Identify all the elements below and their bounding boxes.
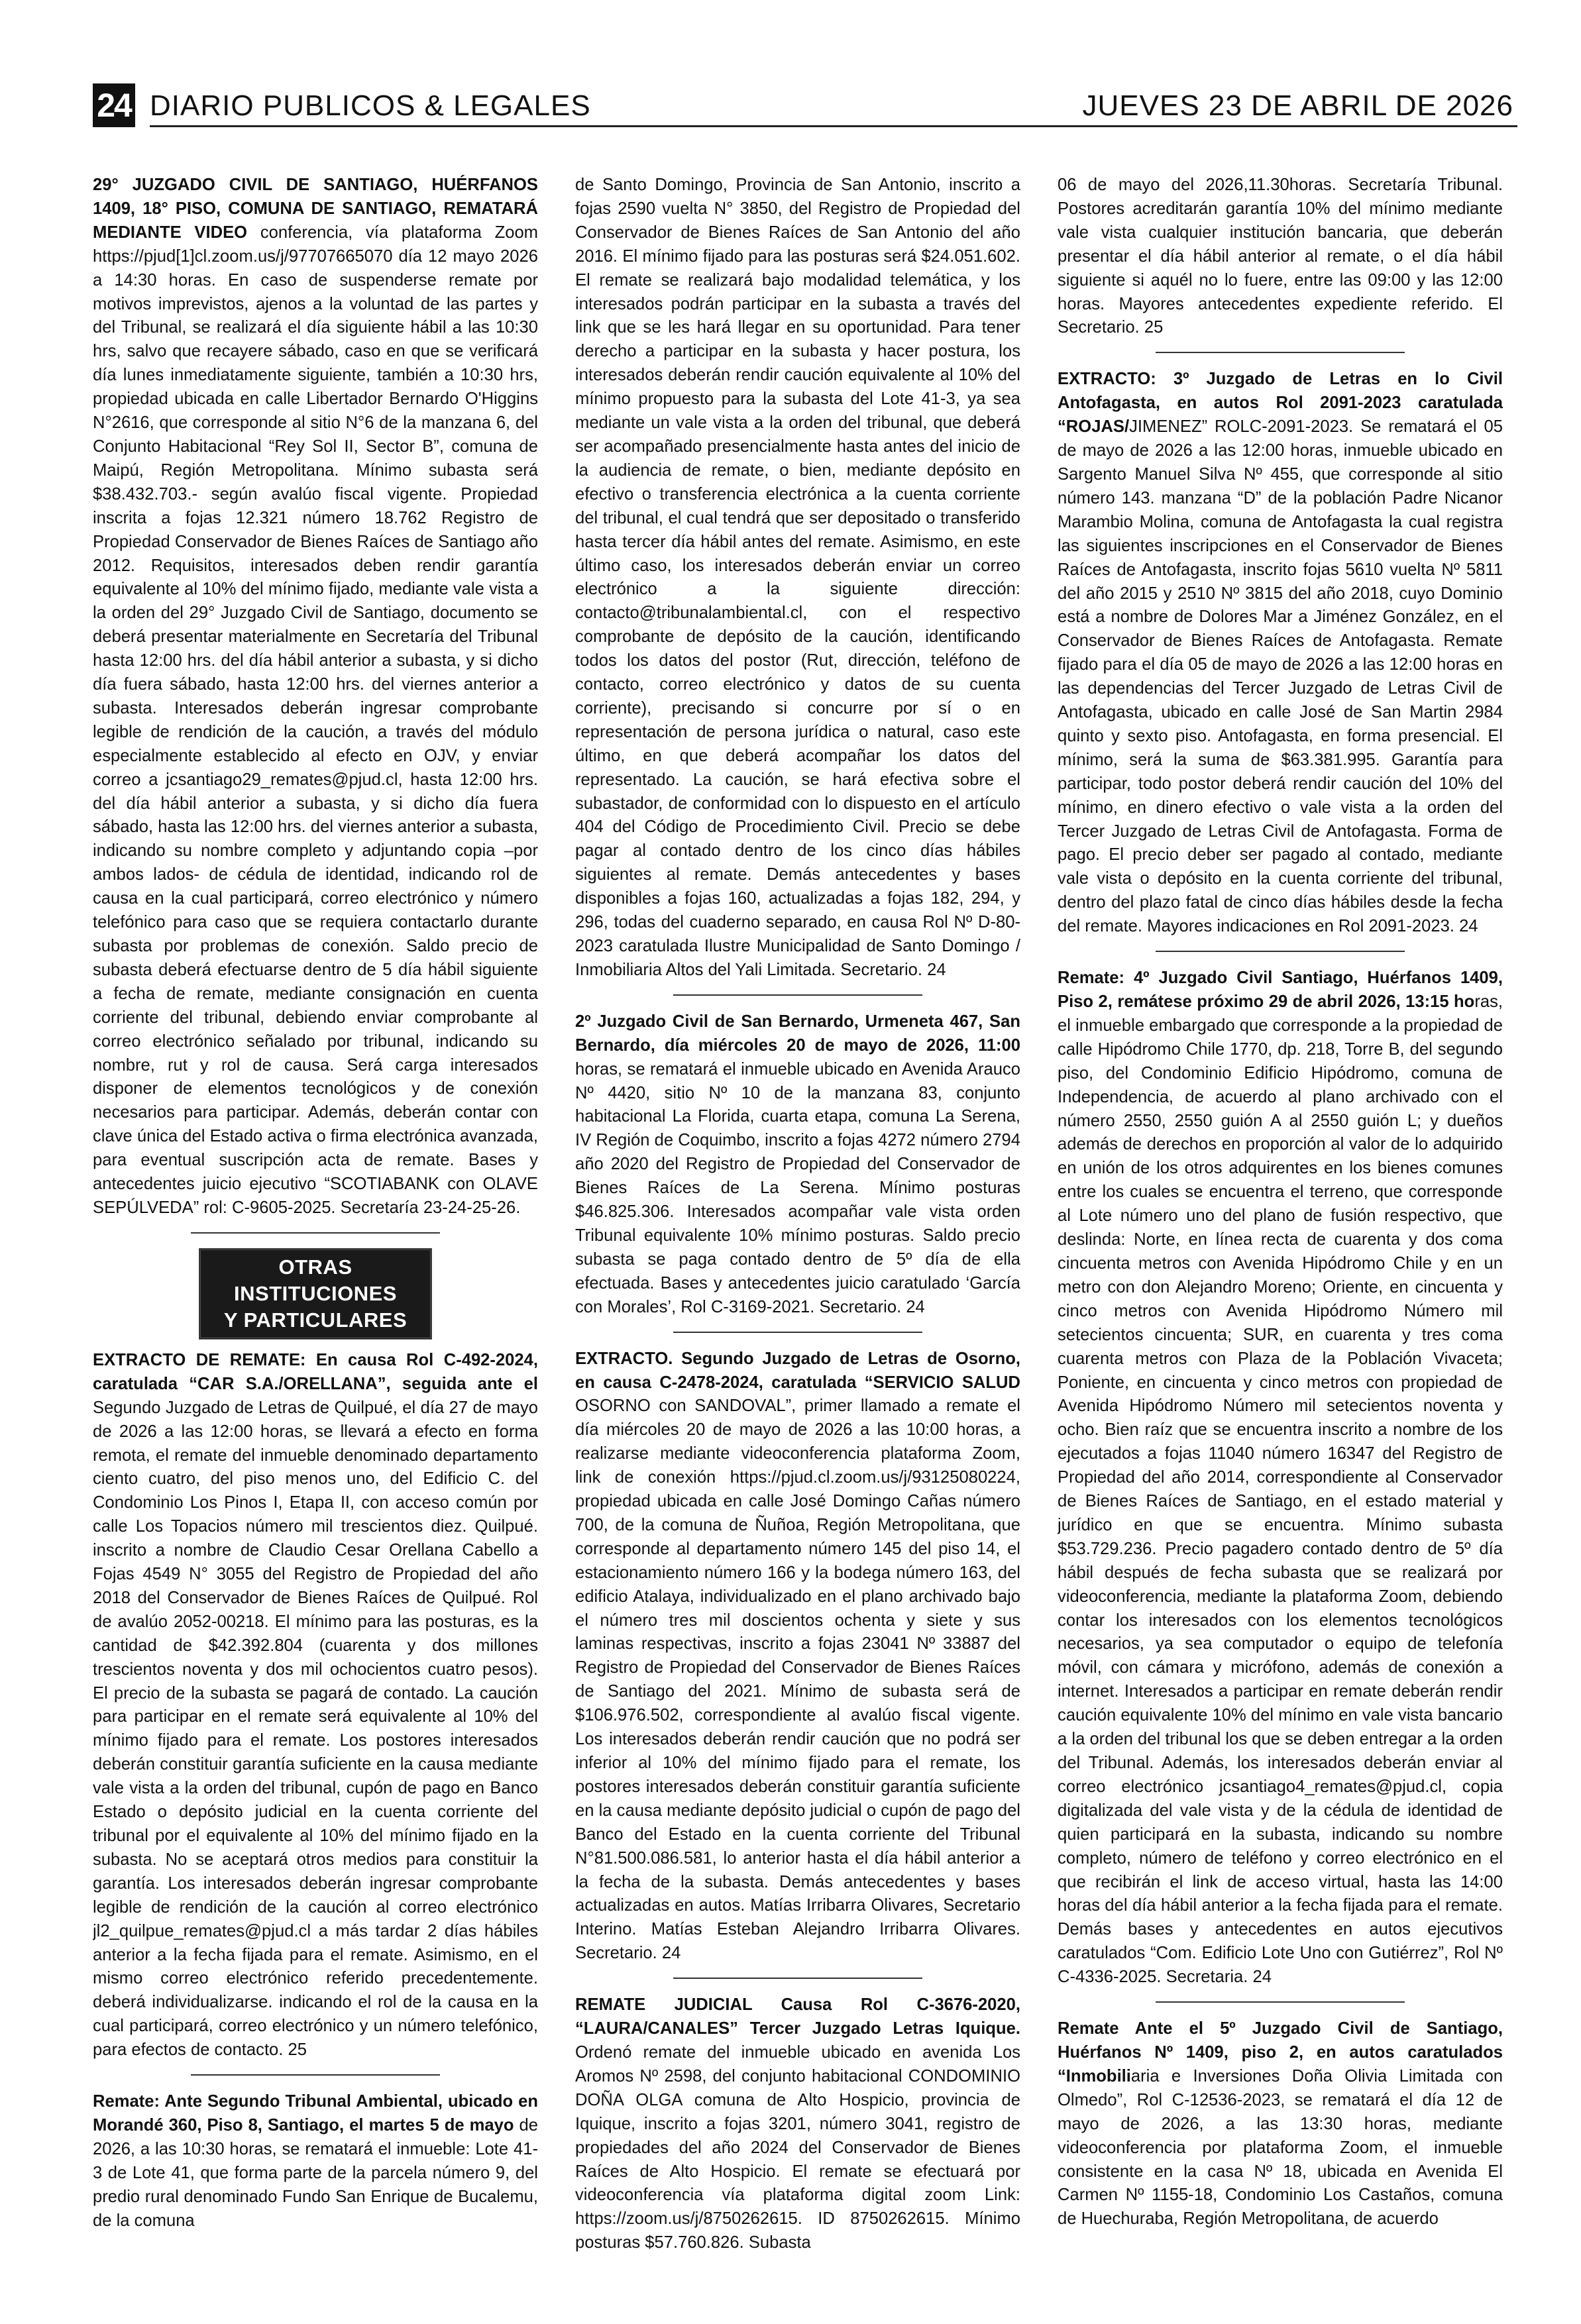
notice-body: conferencia, vía plataforma Zoom https://pjud[1]cl.zoom.us/j/97707665070 día 12 mayo 2026 a 14:30 horas. En caso de suspenderse remate por motivos imprevistos, ajenos a la voluntad de las partes y del Tribunal, se realizará el día siguiente hábil a las 10:30 hrs, salvo que recayere sábado, caso en que se verificará día lunes inmediatamente siguiente, también a 10:30 hrs, propiedad ubicada en calle Libertador Bernardo O'Higgins N°2616, que corresponde al sitio N°6 de la manzana 6, del Conjunto Habitacional “Rey Sol II, Sector B”, comuna de Maipú, Región Metropolitana. Mínimo subasta será $38.432.703.- según avalúo fiscal vigente. Propiedad inscrita a fojas 12.321 número 18.762 Registro de Propiedad Conservador de Bienes Raíces de Santiago año 2012. Requisitos, interesados deben rendir garantía equivalente al 10% del mínimo fijado, mediante vale vista a la orden del 29° Juzgado Civil de Santiago, documento se deberá presentar materialmente en Secretaría del Tribunal hasta 12:00 hrs. del día hábil anterior a subasta, y si dicho día fuera sábado, hasta 12:00 hrs. del viernes anterior a subasta. Interesados deberán ingresar comprobante legible de rendición de la caución, a través del módulo especialmente establecido al efecto en OJV, y enviar correo a jcsantiago29_remates@pjud.cl, hasta 12:00 hrs. del día hábil anterior a subasta, y si dicho día fuera sábado, hasta las 12:00 hrs. del viernes anterior a subasta, indicando su nombre completo y adjuntando copia –por ambos lados- de cédula de identidad, indicando rol de causa en la cual participará, correo electrónico y número telefónico para caso que se requiera contactarlo durante subasta por problemas de conexión. Saldo precio de subasta deberá efectuarse dentro de 5 día hábil siguiente a fecha de remate, mediante consignación en cuenta corriente del tribunal, debiendo enviar comprobante al correo electrónico señalado por tribunal, indicando su nombre, rut y rol de causa. Será carga interesados disponer de elementos tecnológicos y de conexión necesarios para participar. Además, deberán contar con clave única del Estado activa o firma electrónica avanzada, para eventual suscripción acta de remate. Bases y antecedentes juicio ejecutivo “SCOTIABANK con OLAVE SEPÚLVEDA” rol: C-9605-2025. Secretaría 23-24-25-26. [93,223,538,1217]
banner-line-2: Y PARTICULARES [223,1308,408,1332]
separator [673,1978,922,1979]
notice-juzgado-4 [1058,967,1503,1989]
notice-iquique [575,1993,1020,2255]
notice-lead: 29° JUZGADO CIVIL DE SANTIAGO, HUÉRFANOS 1409, 18° PISO, COMUNA DE SANTIAGO, REMATARÁ MEDIANTE VIDEO [93,176,538,242]
notice-antofagasta [1058,368,1503,939]
separator [673,1332,922,1333]
notice-body: Segundo Juzgado de Letras de Quilpué, el día 27 de mayo de 2026 a las 12:00 horas, se llevará a efecto en forma remota, el remate del inmueble denominado departamento ciento cuatro, del piso menos uno, del Edificio C. del Condominio Los Pinos I, Etapa II, con acceso común por calle Los Topacios número mil trescientos diez. Quilpué. inscrito a nombre de Claudio Cesar Orellana Cabello a Fojas 4549 N° 3055 del Registro de Propiedad del año 2018 del Conservador de Bienes Raíces de Quilpué. Rol de avalúo 2052-00218. El mínimo para las posturas, es la cantidad de $42.392.804 (cuarenta y dos millones trescientos noventa y dos mil ochocientos cuatro pesos). El precio de la subasta se pagará de contado. La caución para participar en el remate será equivalente al 10% del mínimo fijado para el remate. Los postores interesados deberán constituir garantía suficiente en la causa mediante vale vista a la orden del tribunal, cupón de pago en Banco Estado o depósito judicial en la cuenta corriente del tribunal por el equivalente al 10% del mínimo fijado en la subasta. No se aceptará otros medios para constituir la garantía. Los interesados deberán ingresar comprobante legible de rendición de la caución al correo electrónico jl2_quilpue_remates@pjud.cl a más tardar 2 días hábiles anterior a la fecha fijada para el remate. Asimismo, en el mismo correo electrónico referido precedentemente. deberá individualizarse. indicando el rol de la causa en la cual participará, correo electrónico y un número telefónico, para efectos de contacto. 25 [93,1398,538,2060]
notice-san-bernardo [575,1010,1020,1320]
notice-body: OSORNO con SANDOVAL”, primer llamado a remate el día miércoles 20 de mayo de 2026 a las 10:00 horas, a realizarse mediante videoconferencia plataforma Zoom, link de conexión https://pjud.cl.zoom.us/j/93125080224, propiedad ubicada en calle José Domingo Cañas número 700, de la comuna de Ñuñoa, Región Metropolitana, que corresponde al departamento número 145 del piso 14, el estacionamiento número 166 y la bodega número 163, del edificio Atalaya, individualizado en el plano archivado bajo el número tres mil doscientos ochenta y siete y sus laminas respectivas, inscrito a fojas 23041 Nº 33887 del Registro de Propiedad del Conservador de Bienes Raíces de Santiago del 2021. Mínimo de subasta será de $106.976.502, correspondiente al avalúo fiscal vigente. Los interesados deberán rendir caución que no podrá ser inferior al 10% del mínimo fijado para el remate, los postores interesados deberán constituir garantía suficiente en la causa mediante depósito judicial o cupón de pago del Banco del Estado en la cuenta corriente del Tribunal N°81.500.086.581, lo anterior hasta el día hábil anterior a la fecha de la subasta. Demás antecedentes y bases actualizadas en autos. Matías Irribarra Olivares, Secretario Interino. Matías Esteban Alejandro Irribarra Olivares. Secretario. 24 [575,1397,1020,1963]
column-2 [575,174,1020,2280]
page-number: 24 [93,83,135,127]
separator [1156,951,1405,952]
column-3 [1058,174,1503,2280]
notice-body: aria e Inversiones Doña Olivia Limitada con Olmedo”, Rol C-12536-2023, se rematará el día 12 de mayo de 2026, a las 13:30 horas, mediante videoconferencia por plataforma Zoom, el inmueble consistente en la casa Nº 18, ubicada en Avenida El Carmen Nº 1155-18, Condominio Los Castaños, comuna de Huechuraba, Región Metropolitana, de acuerdo [1058,2066,1503,2229]
notice-body: JIMENEZ” ROLC-2091-2023. Se rematará el 05 de mayo de 2026 a las 12:00 horas, inmueble ubicado en Sargento Manuel Silva Nº 455, que corresponde al sitio número 143. manzana “D” de la población Padre Nicanor Marambio Molina, comuna de Antofagasta la cual registra las siguientes inscripciones en el Conservador de Bienes Raíces de Antofagasta, inscrito fojas 5610 vuelta Nº 5811 del año 2015 y 2510 Nº 3815 del año 2018, cuyo Dominio está a nombre de Dolores Mar a Jiménez González, en el Conservador de Bienes Raíces de Antofagasta. Remate fijado para el día 05 de mayo de 2026 a las 12:00 horas en las dependencias del Tercer Juzgado de Letras Civil de Antofagasta, ubicado en calle José de San Martin 2984 quinto y sexto piso. Antofagasta, en forma presencial. El mínimo, será la suma de $63.381.995. Garantía para participar, todo postor deberá rendir caución del 10% del mínimo, en dinero efectivo o vale vista a la orden del Tercer Juzgado de Letras Civil de Antofagasta. Forma de pago. El precio deber ser pagado al contado, mediante vale vista o depósito en la cuenta corriente del tribunal, dentro del plazo fatal de cinco días hábiles desde la fecha del remate. Mayores indicaciones en Rol 2091-2023. 24 [1058,417,1503,936]
notice-car-orellana [93,1349,538,2062]
notice-body: horas, se rematará el inmueble ubicado en Avenida Arauco Nº 4420, sitio Nº 10 de la manzana 83, conjunto habitacional La Florida, cuarta etapa, comuna La Serena, IV Región de Coquimbo, inscrito a fojas 4272 número 2794 año 2020 del Registro de Propiedad del Conservador de Bienes Raíces de La Serena. Mínimo posturas $46.825.306. Interesados acompañar vale vista orden Tribunal equivalente 10% mínimo posturas. Saldo precio subasta se paga contado dentro de 5º día de ella efectuada. Bases y antecedentes juicio caratulado ‘García con Morales’, Rol C-3169-2021. Secretario. 24 [575,1059,1020,1316]
notice-lead: Remate: Ante Segundo Tribunal Ambiental, ubicado en Morandé 360, Piso 8, Santiago, el martes 5 de mayo [93,2092,538,2135]
notice-body: Ordenó remate del inmueble ubicado en avenida Los Aromos Nº 2598, del conjunto habitacional CONDOMINIO DOÑA OLGA comuna de Alto Hospicio, provincia de Iquique, inscrito a fojas 3201, número 3041, registro de propiedades del año 2024 del Conservador de Bienes Raíces de Alto Hospicio. El remate se efectuará por videoconferencia vía plataforma digital zoom Link: https://zoom.us/j/8750262615. ID 8750262615. Mínimo posturas $57.760.826. Subasta [575,2042,1020,2252]
separator [191,1232,440,1234]
notice-lead: EXTRACTO: 3º Juzgado de Letras en lo Civil Antofagasta, en autos Rol 2091-2023 caratulada “ROJAS/ [1058,370,1503,437]
publication-title: DIARIO PUBLICOS & LEGALES [150,89,591,122]
notice-juzgado-5 [1058,2017,1503,2231]
notice-juzgado-29 [93,174,538,1220]
section-banner [199,1248,432,1340]
notice-lead: EXTRACTO. Segundo Juzgado de Letras de Osorno, en causa C-2478-2024, caratulada “SERVICIO SALUD [575,1349,1020,1392]
notice-tribunal-ambiental [93,2090,538,2233]
page-header [93,83,1517,127]
notice-iquique-cont [1058,174,1503,340]
notice-lead: REMATE JUDICIAL Causa Rol C-3676-2020, “LAURA/CANALES” Tercer Juzgado Letras Iquique. [575,1995,1020,2038]
notice-body: 06 de mayo del 2026,11.30horas. Secretaría Tribunal. Postores acreditarán garantía 10% del mínimo mediante vale vista cualquier institución bancaria, que deberán presentar el día hábil anterior al remate, o el día hábil siguiente si aquél no lo fuere, entre las 09:00 y las 12:00 horas. Mayores antecedentes expediente referido. El Secretario. 25 [1058,176,1503,337]
notice-body: de Santo Domingo, Provincia de San Antonio, inscrito a fojas 2590 vuelta N° 3850, del Registro de Propiedad del Conservador de Bienes Raíces de San Antonio del año 2016. El mínimo fijado para las posturas será $24.051.602. El remate se realizará bajo modalidad telemática, y los interesados podrán participar en la subasta a través del link que se les hará llegar en su oportunidad. Para tener derecho a participar en la subasta y hacer postura, los interesados deberán rendir caución equivalente al 10% del mínimo propuesto para la subasta del Lote 41-3, ya sea mediante un vale vista a la orden del tribunal, que deberá ser acompañado presencialmente hasta antes del inicio de la audiencia de remate, o bien, mediante depósito en efectivo o transferencia electrónica a la cuenta corriente del tribunal, el cual tendrá que ser depositado o transferido hasta tercer día hábil antes del remate. Asimismo, en este último caso, los interesados deberán enviar un correo electrónico a la siguiente dirección: contacto@tribunalambiental.cl, con el respectivo comprobante de depósito de la caución, identificando todos los datos del postor (Rut, dirección, teléfono de contacto, correo electrónico y datos de su cuenta corriente), precisando si concurre por sí o en representación de persona jurídica o natural, caso este último, en que deberá acompañar los datos del representado. La caución, se hará efectiva sobre el subastador, de conformidad con lo dispuesto en el artículo 404 del Código de Procedimiento Civil. Precio se debe pagar al contado dentro de los cinco días hábiles siguientes al remate. Demás antecedentes y bases disponibles a fojas 160, actualizadas a fojas 182, 294, y 296, todas del cuaderno separado, en causa Rol Nº D-80-2023 caratulada Ilustre Municipalidad de Santo Domingo / Inmobiliaria Altos del Yali Limitada. Secretario. 24 [575,176,1020,979]
separator [1156,352,1405,353]
notice-osorno [575,1347,1020,1966]
notice-lead: Remate Ante el 5º Juzgado Civil de Santiago, Huérfanos Nº 1409, piso 2, en autos caratulados “Inmobili [1058,2019,1503,2086]
notice-body: ras, el inmueble embargado que corresponde a la propiedad de calle Hipódromo Chile 1770, dp. 218, Torre B, del segundo piso, del Condominio Edificio Hipódromo, comuna de Independencia, de acuerdo al plano archivado con el número 2550, 2550 guión A al 2550 guión L; y dueños además de derechos en proporción al valor de lo adquirido en unión de los otros adquirentes en los bienes comunes entre los cuales se encuentra el terreno, que corresponde al Lote número uno del plano de fusión respectivo, que deslinda: Norte, en línea recta de cuarenta y dos coma cincuenta metros con Avenida Hipódromo Chile y en un metro con don Alejandro Moreno; Oriente, en cincuenta y cinco metros con Avenida Hipódromo Número mil setecientos cincuenta; SUR, en cuarenta y tres coma cuarenta metros con Plaza de la Población Vivaceta; Poniente, en cincuenta y cinco metros con propiedad de Avenida Hipódromo Número mil setecientos noventa y ocho. Bien raíz que se encuentra inscrito a nombre de los ejecutados a fojas 11040 número 16347 del Registro de Propiedad del año 2014, correspondiente al Conservador de Bienes Raíces de Santiago, en el estado material y jurídico en que se encuentra. Mínimo subasta $53.729.236. Precio pagadero contado dentro de 5º día hábil después de fecha subasta que se realizará por videoconferencia, mediante la plataforma Zoom, debiendo contar los interesados con los elementos tecnológicos necesarios, ya sea computador o equipo de telefonía móvil, con cámara y micrófono, además de conexión a internet. Interesados a participar en remate deberán rendir caución equivalente 10% del mínimo en vale vista bancario a la orden del tribunal los que se deben entregar a la orden del Tribunal. Además, los interesados deberán enviar al correo electrónico jcsantiago4_remates@pjud.cl, copia digitalizada del vale vista y de la cédula de identidad de quien participará en la subasta, indicando su nombre completo, número de teléfono y correo electrónico en el que recibirán el link de acceso virtual, hasta las 14:00 horas del día hábil anterior a la fecha fijada para el remate. Demás bases y antecedentes en autos ejecutivos caratulados “Com. Edificio Lote Uno con Gutiérrez”, Rol Nº C-4336-2025. Secretaria. 24 [1058,992,1503,1987]
separator [1156,2001,1405,2003]
notice-lead: Remate: 4º Juzgado Civil Santiago, Huérfanos 1409, Piso 2, remátese próximo 29 de abril 2026, 13:15 ho [1058,969,1503,1011]
separator [673,994,922,996]
notice-lead: EXTRACTO DE REMATE: En causa Rol C-492-2024, caratulada “CAR S.A./ORELLANA”, seguida ante el [93,1350,538,1393]
publication-date: JUEVES 23 DE ABRIL DE 2026 [1082,89,1513,122]
column-1 [93,174,538,2280]
separator [191,2074,440,2076]
banner-line-1: OTRAS INSTITUCIONES [234,1255,397,1305]
notice-tribunal-ambiental-cont [575,174,1020,982]
header-rule [150,125,1517,127]
notice-lead: 2º Juzgado Civil de San Bernardo, Urmeneta 467, San Bernardo, día miércoles 20 de mayo de 2026, 11:00 [575,1012,1020,1055]
notice-body: de 2026, a las 10:30 horas, se rematará el inmueble: Lote 41-3 de Lote 41, que forma parte de la parcela número 9, del predio rural denominado Fundo San Enrique de Bucalemu, de la comuna [93,2115,538,2230]
